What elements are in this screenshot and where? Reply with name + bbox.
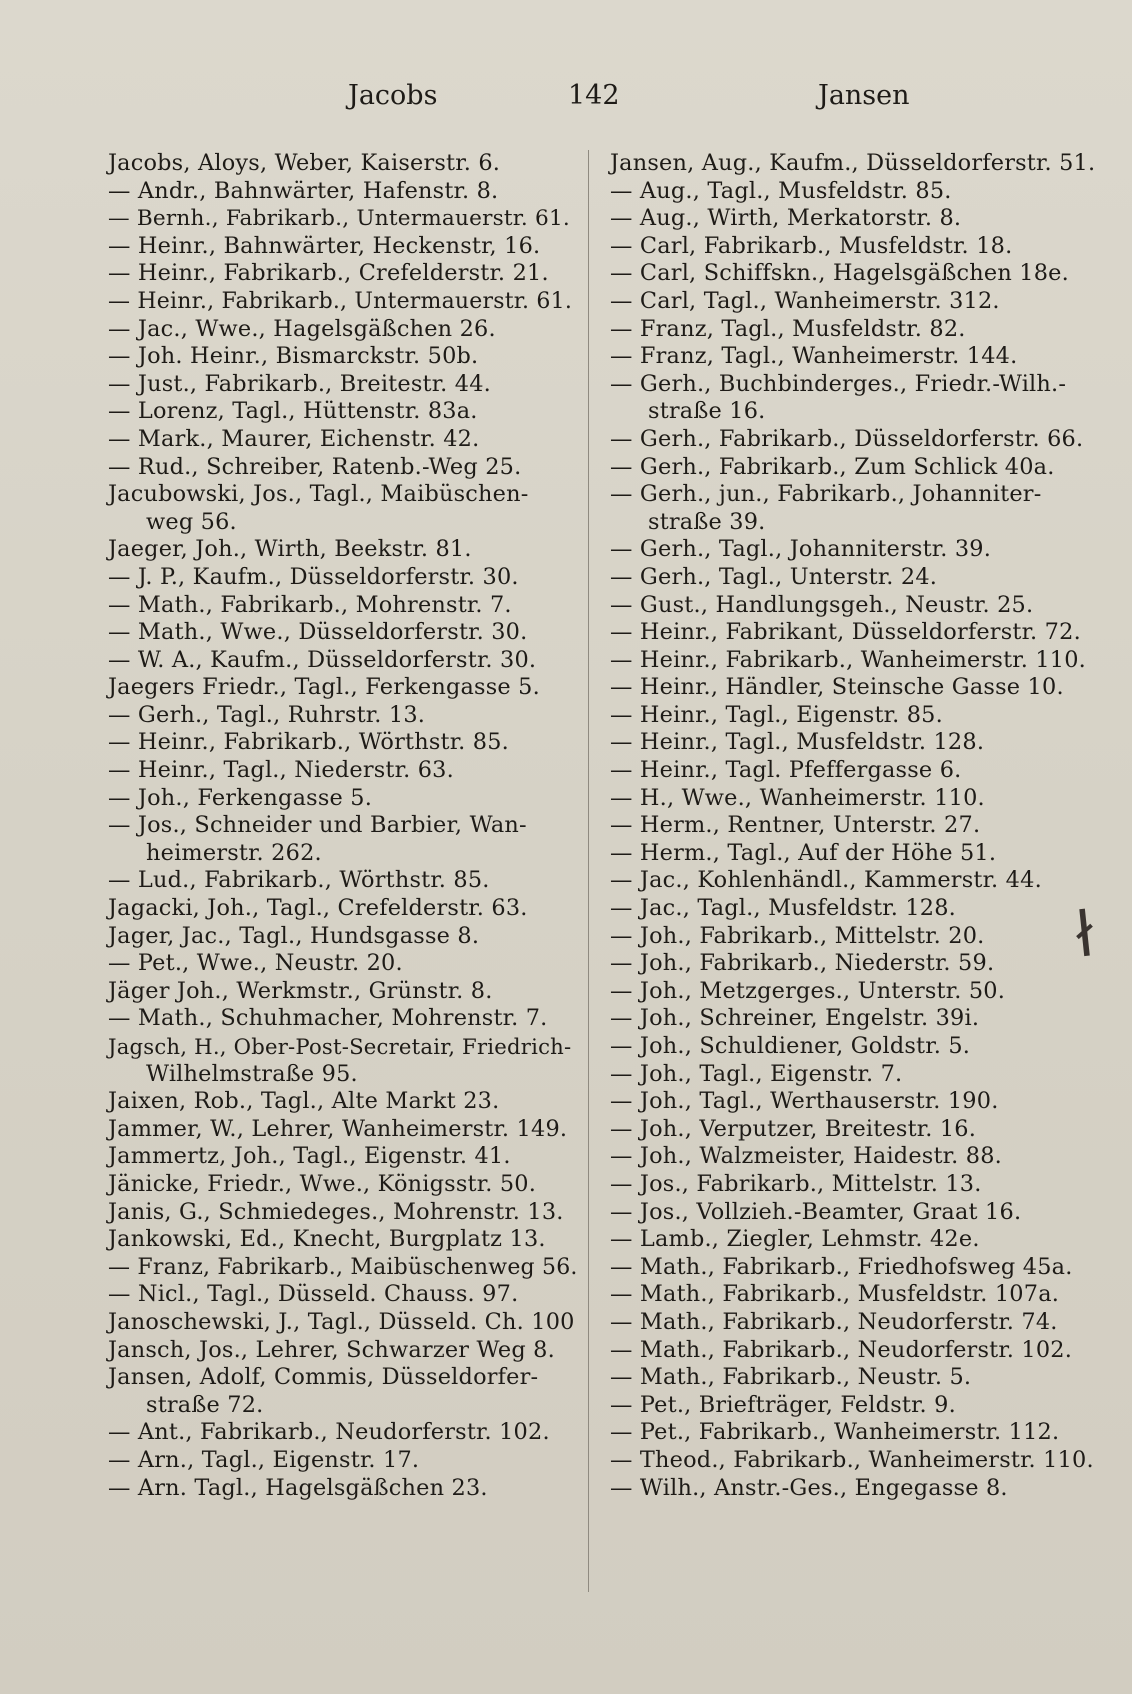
directory-entry: Jansen, Adolf, Commis, Düsseldorfer-	[108, 1364, 539, 1391]
directory-entry: Jagsch, H., Ober-Post-Secretair, Friedrich-	[108, 1034, 572, 1059]
directory-entry: — Heinr., Fabrikarb., Wörthstr. 85.	[108, 729, 509, 756]
header-right-keyword: Jansen	[818, 80, 910, 111]
directory-entry: Jänicke, Friedr., Wwe., Königsstr. 50.	[108, 1170, 537, 1197]
directory-entry: — Math., Fabrikarb., Mohrenstr. 7.	[108, 591, 512, 618]
directory-entry: Jammertz, Joh., Tagl., Eigenstr. 41.	[108, 1143, 511, 1170]
directory-entry: — Heinr., Händler, Steinsche Gasse 10.	[610, 674, 1064, 701]
directory-entry: — Carl, Tagl., Wanheimerstr. 312.	[610, 287, 1000, 314]
directory-entry: — Jac., Tagl., Musfeldstr. 128.	[610, 895, 957, 922]
directory-entry: — Pet., Fabrikarb., Wanheimerstr. 112.	[610, 1419, 1060, 1446]
directory-entry: Jagacki, Joh., Tagl., Crefelderstr. 63.	[108, 895, 528, 922]
directory-entry: — Lamb., Ziegler, Lehmstr. 42e.	[610, 1226, 980, 1253]
directory-entry: Janis, G., Schmiedeges., Mohrenstr. 13.	[108, 1198, 564, 1225]
directory-entry: — Joh., Metzgerges., Unterstr. 50.	[610, 977, 1006, 1004]
directory-entry: — Joh., Schuldiener, Goldstr. 5.	[610, 1033, 971, 1059]
directory-entry: — Joh., Fabrikarb., Mittelstr. 20.	[610, 922, 985, 949]
directory-entry: — Rud., Schreiber, Ratenb.-Weg 25.	[108, 453, 522, 480]
directory-entry: Jansen, Aug., Kaufm., Düsseldorferstr. 51.	[610, 150, 1096, 176]
directory-entry: — Carl, Schiffskn., Hagelsgäßchen 18e.	[610, 260, 1069, 287]
directory-entry: — Pet., Briefträger, Feldstr. 9.	[610, 1391, 956, 1418]
directory-entry-continuation: weg 56.	[146, 508, 237, 535]
directory-entry: — Aug., Wirth, Merkatorstr. 8.	[610, 205, 962, 232]
column-divider	[588, 150, 589, 1592]
directory-entry: — Ant., Fabrikarb., Neudorferstr. 102.	[108, 1419, 550, 1446]
directory-entry: — Andr., Bahnwärter, Hafenstr. 8.	[108, 177, 499, 204]
directory-entry: — Gerh., Fabrikarb., Düsseldorferstr. 66.	[610, 425, 1084, 452]
directory-entry: — Lorenz, Tagl., Hüttenstr. 83a.	[108, 398, 478, 425]
directory-entry: — Jac., Wwe., Hagelsgäßchen 26.	[108, 315, 496, 342]
directory-entry-continuation: straße 72.	[146, 1391, 264, 1418]
directory-entry: — Joh. Heinr., Bismarckstr. 50b.	[108, 343, 479, 370]
directory-entry: — Jos., Schneider und Barbier, Wan-	[108, 812, 527, 839]
directory-entry: — Aug., Tagl., Musfeldstr. 85.	[610, 177, 952, 204]
directory-entry: — Joh., Verputzer, Breitestr. 16.	[610, 1115, 977, 1142]
directory-entry: Jaeger, Joh., Wirth, Beekstr. 81.	[108, 536, 472, 563]
directory-entry: Jacobs, Aloys, Weber, Kaiserstr. 6.	[108, 150, 501, 176]
directory-entry: — Heinr., Fabrikant, Düsseldorferstr. 72.	[610, 619, 1081, 646]
directory-entry: — Joh., Walzmeister, Haidestr. 88.	[610, 1143, 1002, 1170]
directory-entry: — Jac., Kohlenhändl., Kammerstr. 44.	[610, 867, 1042, 894]
directory-entry: — Gerh., Buchbinderges., Friedr.-Wilh.-	[610, 370, 1067, 397]
directory-entry: Jammer, W., Lehrer, Wanheimerstr. 149.	[108, 1115, 568, 1142]
directory-entry: — Jos., Fabrikarb., Mittelstr. 13.	[610, 1170, 982, 1197]
directory-entry: — Herm., Rentner, Unterstr. 27.	[610, 812, 981, 839]
directory-entry: — Math., Fabrikarb., Musfeldstr. 107a.	[610, 1281, 1060, 1308]
directory-entry: — Heinr., Tagl., Eigenstr. 85.	[610, 701, 943, 728]
directory-entry: — Math., Wwe., Düsseldorferstr. 30.	[108, 619, 528, 646]
directory-entry: — Theod., Fabrikarb., Wanheimerstr. 110.	[610, 1446, 1094, 1473]
directory-entry: — Herm., Tagl., Auf der Höhe 51.	[610, 839, 997, 866]
directory-entry: — Mark., Maurer, Eichenstr. 42.	[108, 425, 480, 452]
directory-entry: Jacubowski, Jos., Tagl., Maibüschen-	[108, 481, 529, 508]
directory-entry: — Wilh., Anstr.-Ges., Engegasse 8.	[610, 1474, 1008, 1501]
directory-entry: — Bernh., Fabrikarb., Untermauerstr. 61.	[108, 206, 570, 232]
directory-entry: — Franz, Tagl., Wanheimerstr. 144.	[610, 343, 1018, 370]
directory-entry: — Gust., Handlungsgeh., Neustr. 25.	[610, 591, 1034, 618]
right-column	[610, 150, 1098, 1502]
directory-entry: — Arn., Tagl., Eigenstr. 17.	[108, 1446, 420, 1473]
directory-entry: — Joh., Ferkengasse 5.	[108, 784, 373, 811]
directory-entry: — Math., Fabrikarb., Friedhofsweg 45a.	[610, 1253, 1073, 1280]
directory-entry: — Lud., Fabrikarb., Wörthstr. 85.	[108, 867, 490, 894]
directory-entry: — Heinr., Tagl., Musfeldstr. 128.	[610, 729, 985, 756]
directory-entry-continuation: Wilhelmstraße 95.	[146, 1060, 358, 1087]
directory-entry-continuation: straße 16.	[648, 398, 766, 425]
directory-entry-continuation: straße 39.	[648, 508, 766, 535]
directory-entry: — Franz, Fabrikarb., Maibüschenweg 56.	[108, 1254, 578, 1280]
directory-entry: — Heinr., Fabrikarb., Crefelderstr. 21.	[108, 260, 549, 287]
left-column	[108, 150, 578, 1502]
directory-entry: — Pet., Wwe., Neustr. 20.	[108, 950, 403, 977]
directory-entry: Jaixen, Rob., Tagl., Alte Markt 23.	[108, 1088, 500, 1115]
directory-entry: — J. P., Kaufm., Düsseldorferstr. 30.	[108, 563, 519, 590]
directory-entry: — Math., Schuhmacher, Mohrenstr. 7.	[108, 1005, 548, 1032]
directory-entry: Jaegers Friedr., Tagl., Ferkengasse 5.	[108, 674, 540, 701]
directory-entry: — Heinr., Tagl. Pfeffergasse 6.	[610, 757, 962, 784]
directory-entry: — Gerh., Tagl., Johanniterstr. 39.	[610, 536, 992, 563]
directory-entry: — Joh., Schreiner, Engelstr. 39i.	[610, 1005, 980, 1032]
directory-entry-continuation: heimerstr. 262.	[146, 839, 322, 866]
directory-entry: — Franz, Tagl., Musfeldstr. 82.	[610, 315, 966, 342]
directory-entry: — Carl, Fabrikarb., Musfeldstr. 18.	[610, 232, 1013, 259]
header-left-keyword: Jacobs	[348, 80, 438, 111]
directory-entry: — Math., Fabrikarb., Neustr. 5.	[610, 1364, 972, 1391]
directory-entry: Jäger Joh., Werkmstr., Grünstr. 8.	[108, 977, 493, 1004]
directory-entry: — Heinr., Fabrikarb., Wanheimerstr. 110.	[610, 646, 1087, 673]
directory-entry: — Math., Fabrikarb., Neudorferstr. 102.	[610, 1336, 1073, 1363]
directory-entry: Jager, Jac., Tagl., Hundsgasse 8.	[108, 922, 480, 949]
directory-entry: — Math., Fabrikarb., Neudorferstr. 74.	[610, 1308, 1058, 1335]
directory-entry: — Nicl., Tagl., Düsseld. Chauss. 97.	[108, 1281, 519, 1308]
directory-entry: — Gerh., Tagl., Ruhrstr. 13.	[108, 701, 426, 728]
page-header	[108, 80, 1028, 124]
directory-entry: Jansch, Jos., Lehrer, Schwarzer Weg 8.	[108, 1336, 555, 1363]
directory-entry: Janoschewski, J., Tagl., Düsseld. Ch. 100	[108, 1308, 575, 1335]
page-number: 142	[568, 80, 620, 111]
directory-entry: — Joh., Tagl., Eigenstr. 7.	[610, 1060, 903, 1087]
directory-entry: — Jos., Vollzieh.-Beamter, Graat 16.	[610, 1198, 1022, 1225]
handwritten-mark-icon: ł	[1072, 897, 1098, 972]
directory-entry: — Gerh., Fabrikarb., Zum Schlick 40a.	[610, 453, 1055, 480]
directory-entry: — Heinr., Tagl., Niederstr. 63.	[108, 757, 454, 784]
directory-entry: Jankowski, Ed., Knecht, Burgplatz 13.	[108, 1226, 546, 1253]
directory-entry: — H., Wwe., Wanheimerstr. 110.	[610, 784, 985, 811]
directory-entry: — Heinr., Bahnwärter, Heckenstr, 16.	[108, 232, 541, 259]
directory-entry: — Heinr., Fabrikarb., Untermauerstr. 61.	[108, 288, 573, 314]
directory-entry: — Gerh., jun., Fabrikarb., Johanniter-	[610, 481, 1042, 508]
directory-entry: — Just., Fabrikarb., Breitestr. 44.	[108, 370, 492, 397]
directory-entry: — Arn. Tagl., Hagelsgäßchen 23.	[108, 1474, 488, 1501]
directory-entry: — Joh., Fabrikarb., Niederstr. 59.	[610, 950, 995, 977]
directory-entry: — Joh., Tagl., Werthauserstr. 190.	[610, 1088, 999, 1115]
directory-entry: — W. A., Kaufm., Düsseldorferstr. 30.	[108, 646, 537, 673]
directory-entry: — Gerh., Tagl., Unterstr. 24.	[610, 563, 938, 590]
